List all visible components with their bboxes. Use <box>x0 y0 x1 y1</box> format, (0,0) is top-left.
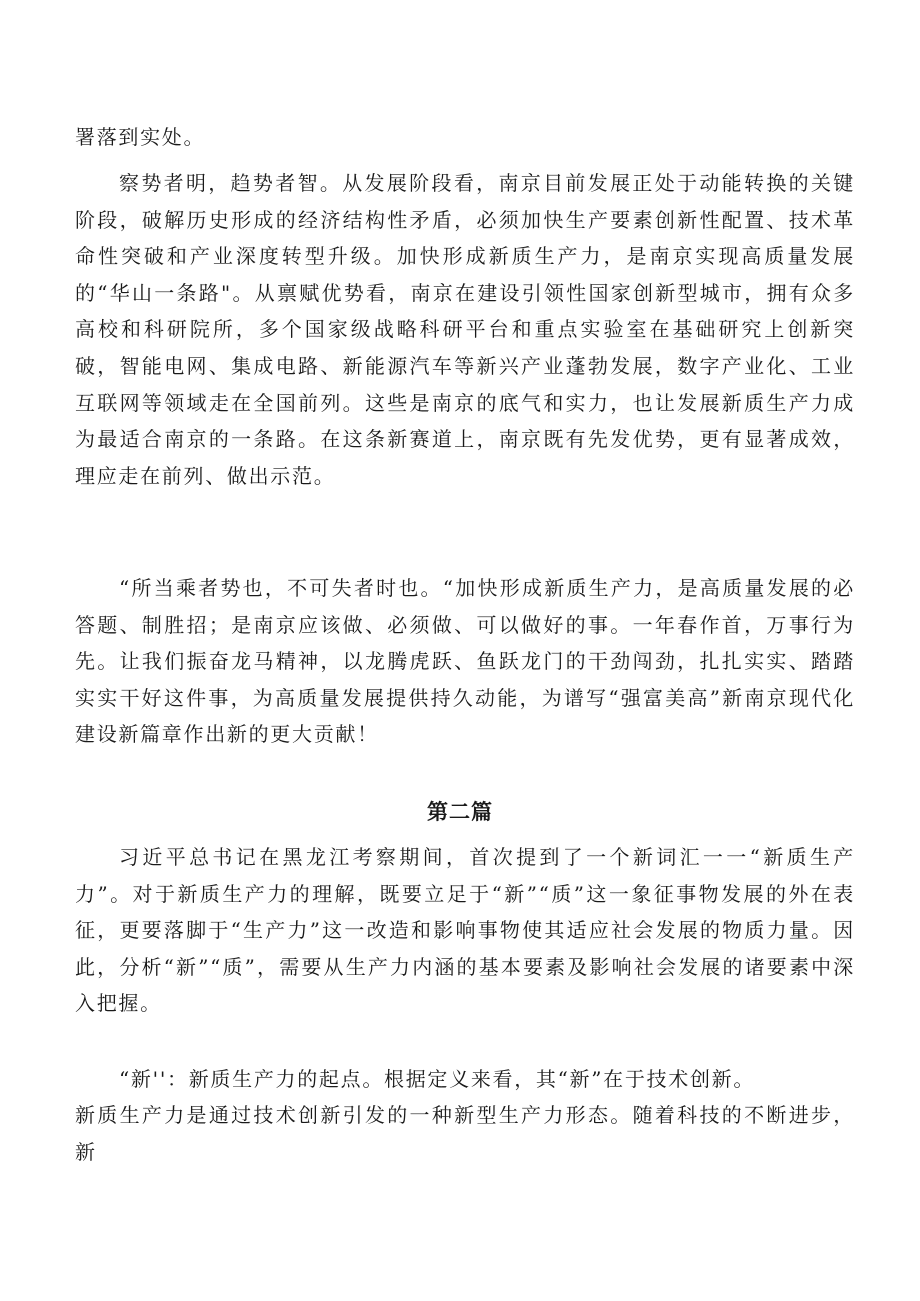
paragraph-continuation: 署落到实处。 <box>75 125 206 149</box>
paragraph-seize-the-moment: “所当乘者势也，不可失者时也。“加快形成新质生产力，是高质量发展的必答题、制胜招；是南京应该做、必须做、可以做好的事。一年春作首，万事行为先。让我们振奋龙马精神，以龙腾虎跃、鱼跃龙门的干劲闯劲，扎扎实实、踏踏实实干好这件事，为高质量发展提供持久动能，为谱写“强富美高”新南京现代化建设新篇章作出新的更大贡献！ <box>75 576 855 747</box>
paragraph-trend: 察势者明，趋势者智。从发展阶段看，南京目前发展正处于动能转换的关键阶段，破解历史形成的经济结构性矛盾，必须加快生产要素创新性配置、技术革命性突破和产业深度转型升级。加快形成新质生产力，是南京实现高质量发展的“华山一条路"。从禀赋优势看，南京在建设引领性国家创新型城市，拥有众多高校和科研院所，多个国家级战略科研平台和重点实验室在基础研究上创新突破，智能电网、集成电路、新能源汽车等新兴产业蓬勃发展，数字产业化、工业互联网等领域走在全国前列。这些是南京的底气和实力，也让发展新质生产力成为最适合南京的一条路。在这条新赛道上，南京既有先发优势，更有显著成效，理应走在前列、做出示范。 <box>75 171 855 488</box>
section-title: 第二篇 <box>427 800 493 824</box>
paragraph-new-starting-point: “新''：新质生产力的起点。根据定义来看，其“新”在于技术创新。 <box>119 1067 756 1091</box>
paragraph-tech-innovation: 新质生产力是通过技术创新引发的一种新型生产力形态。随着科技的不断进步，新 <box>75 1103 855 1164</box>
paragraph-new-quality-intro: 习近平总书记在黑龙江考察期间，首次提到了一个新词汇一一“新质生产力”。对于新质生产力的理解，既要立足于“新”“质”这一象征事物发展的外在表征，更要落脚于“生产力”这一改造和影响事物使其适应社会发展的物质力量。因此，分析“新”“质”，需要从生产力内涵的基本要素及影响社会发展的诸要素中深入把握。 <box>75 845 855 1016</box>
